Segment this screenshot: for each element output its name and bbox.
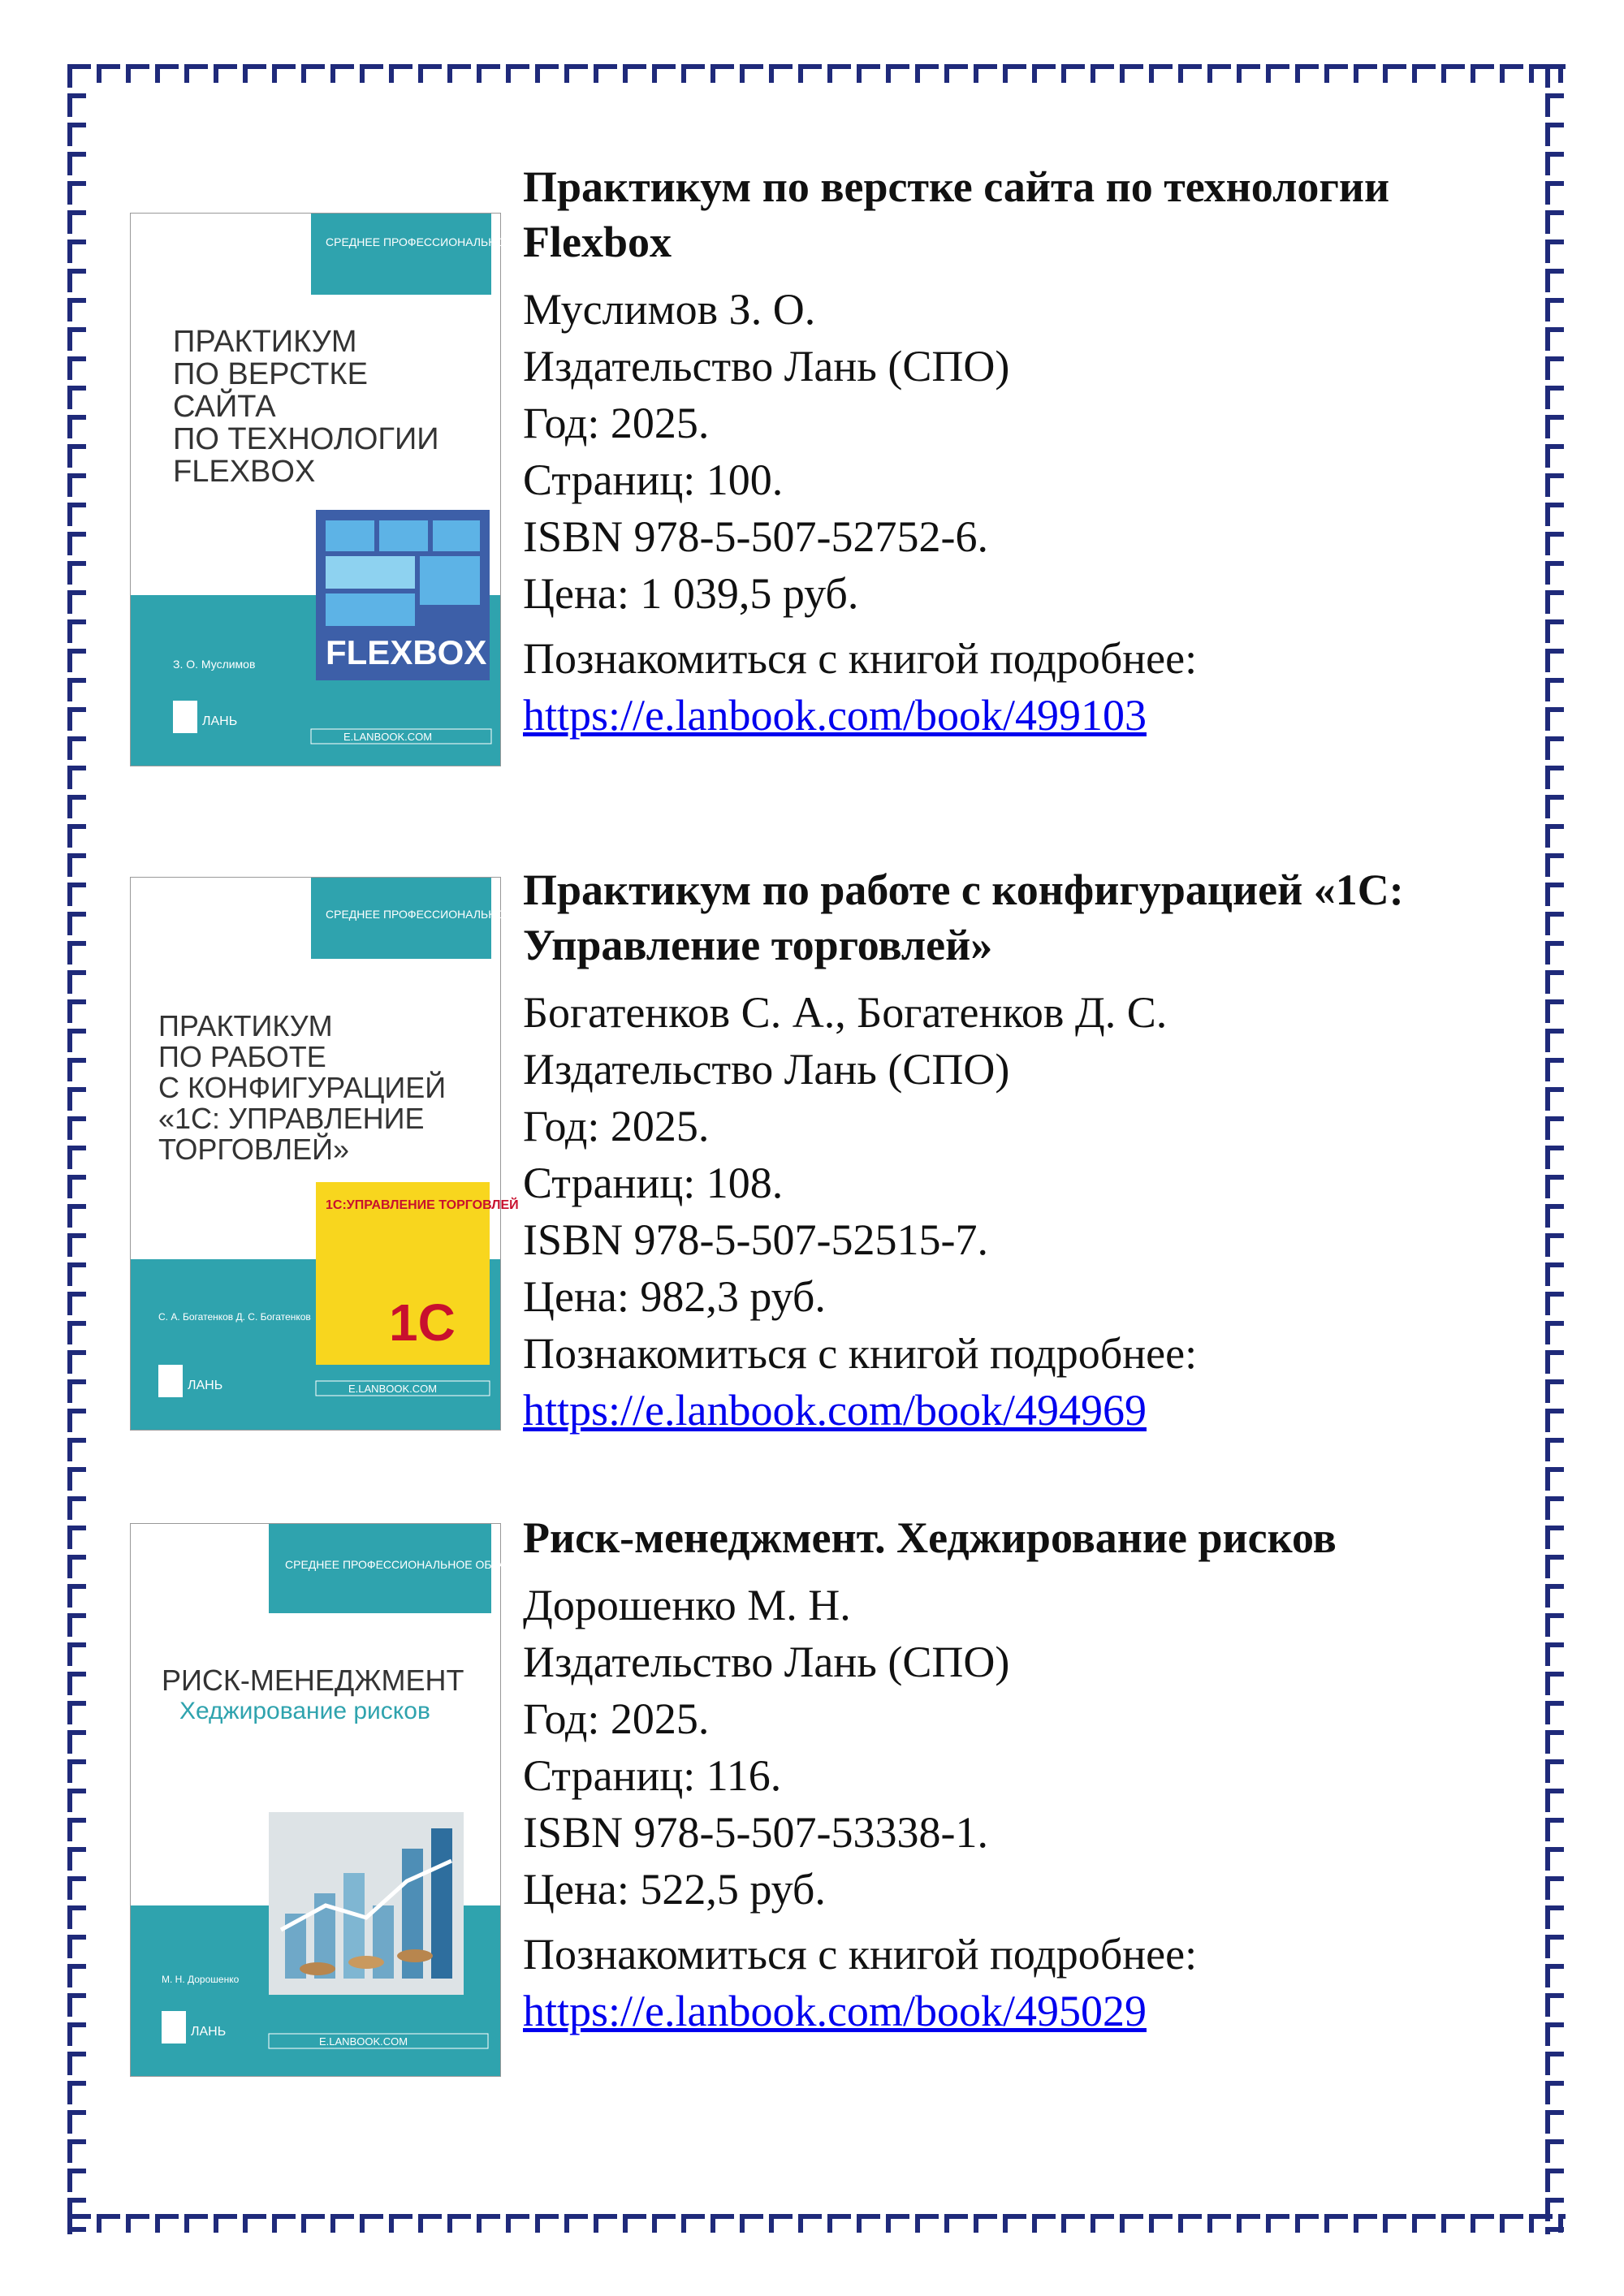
cover-title-line: ПО ВЕРСТКЕ [173,357,368,391]
cover-title-line: ТОРГОВЛЕЙ» [158,1133,350,1166]
book-author: Муслимов З. О. [523,285,816,334]
cover-title-line: ПРАКТИКУМ [173,325,357,359]
book-link[interactable]: https://e.lanbook.com/book/494969 [523,1386,1147,1435]
border-top [67,63,1566,84]
book-isbn: ISBN 978-5-507-52515-7. [523,1215,988,1264]
book-more [523,1325,1481,1439]
cover-series: СРЕДНЕЕ ПРОФЕССИОНАЛЬНОЕ ОБРАЗОВАНИЕ [326,908,602,921]
more-label: Познакомиться с книгой подробнее: [523,634,1198,683]
book-author: Дорошенко М. Н. [523,1581,851,1629]
book-publisher: Издательство Лань (СПО) [523,1045,1010,1094]
cover-title-line: FLEXBOX [173,455,316,489]
book-pages: Страниц: 108. [523,1159,784,1207]
book-year: Год: 2025. [523,1102,710,1150]
cover-publisher-mark: ЛАНЬ [191,2025,227,2039]
cover-series: СРЕДНЕЕ ПРОФЕССИОНАЛЬНОЕ ОБРАЗОВАНИЕ [326,235,602,248]
book-info [523,159,1481,744]
book-info [523,862,1481,1439]
book-cover[interactable] [130,213,602,766]
cover-logo: 1С [389,1293,456,1352]
book-cover[interactable] [130,877,602,1431]
cover-title-line: С КОНФИГУРАЦИЕЙ [158,1071,447,1104]
more-label: Познакомиться с книгой подробнее: [523,1930,1198,1979]
book-info [523,1510,1481,2039]
book-price: Цена: 1 039,5 руб. [523,569,859,618]
book-price: Цена: 982,3 руб. [523,1272,826,1321]
book-title: Риск-менеджмент. Хеджирование рисков [523,1513,1337,1562]
cover-publisher-mark: ЛАНЬ [202,714,238,728]
cover-badge: 1С:УПРАВЛЕНИЕ ТОРГОВЛЕЙ [326,1198,519,1212]
book-title: Практикум по верстке сайта по технологии Flexbox [523,162,1390,266]
book-link[interactable]: https://e.lanbook.com/book/495029 [523,1987,1147,2035]
book-year: Год: 2025. [523,1694,710,1743]
book-more [523,1926,1481,2039]
book-publisher: Издательство Лань (СПО) [523,1638,1010,1686]
border-left [67,63,88,2234]
book-publisher: Издательство Лань (СПО) [523,342,1010,391]
more-label: Познакомиться с книгой подробнее: [523,1329,1198,1378]
cover-site: E.LANBOOK.COM [343,731,433,743]
cover-title-line: ПРАКТИКУМ [158,1009,333,1042]
book-title: Практикум по работе с конфигурацией «1С: Управление торговлей» [523,865,1404,969]
cover-publisher-mark: ЛАНЬ [188,1379,223,1392]
border-bottom [67,2213,1566,2234]
cover-title-line: РИСК-МЕНЕДЖМЕНТ [162,1664,464,1697]
cover-author: М. Н. Дорошенко [162,1974,240,1985]
book-pages: Страниц: 116. [523,1751,782,1800]
cover-site: E.LANBOOK.COM [319,2035,408,2048]
book-more [523,630,1481,744]
book-isbn: ISBN 978-5-507-52752-6. [523,512,988,561]
border-right [1544,63,1566,2234]
cover-badge: FLEXBOX [326,633,487,671]
cover-author: З. О. Муслимов [173,658,256,671]
cover-title-line: ПО ТЕХНОЛОГИИ [173,422,439,456]
book-author: Богатенков С. А., Богатенков Д. С. [523,988,1168,1037]
book-isbn: ISBN 978-5-507-53338-1. [523,1808,988,1857]
cover-series: СРЕДНЕЕ ПРОФЕССИОНАЛЬНОЕ ОБРАЗОВАНИЕ [285,1558,561,1571]
cover-title-line: САЙТА [173,390,276,424]
book-year: Год: 2025. [523,399,710,447]
cover-author: С. А. Богатенков Д. С. Богатенков [158,1311,311,1323]
book-link[interactable]: https://e.lanbook.com/book/499103 [523,691,1147,740]
cover-title-line: ПО РАБОТЕ [158,1040,326,1073]
book-price: Цена: 522,5 руб. [523,1865,826,1914]
book-cover[interactable] [130,1523,561,2077]
cover-site: E.LANBOOK.COM [348,1383,438,1395]
cover-subtitle: Хеджирование рисков [179,1698,430,1724]
book-pages: Страниц: 100. [523,455,784,504]
cover-title-line: «1С: УПРАВЛЕНИЕ [158,1102,425,1135]
